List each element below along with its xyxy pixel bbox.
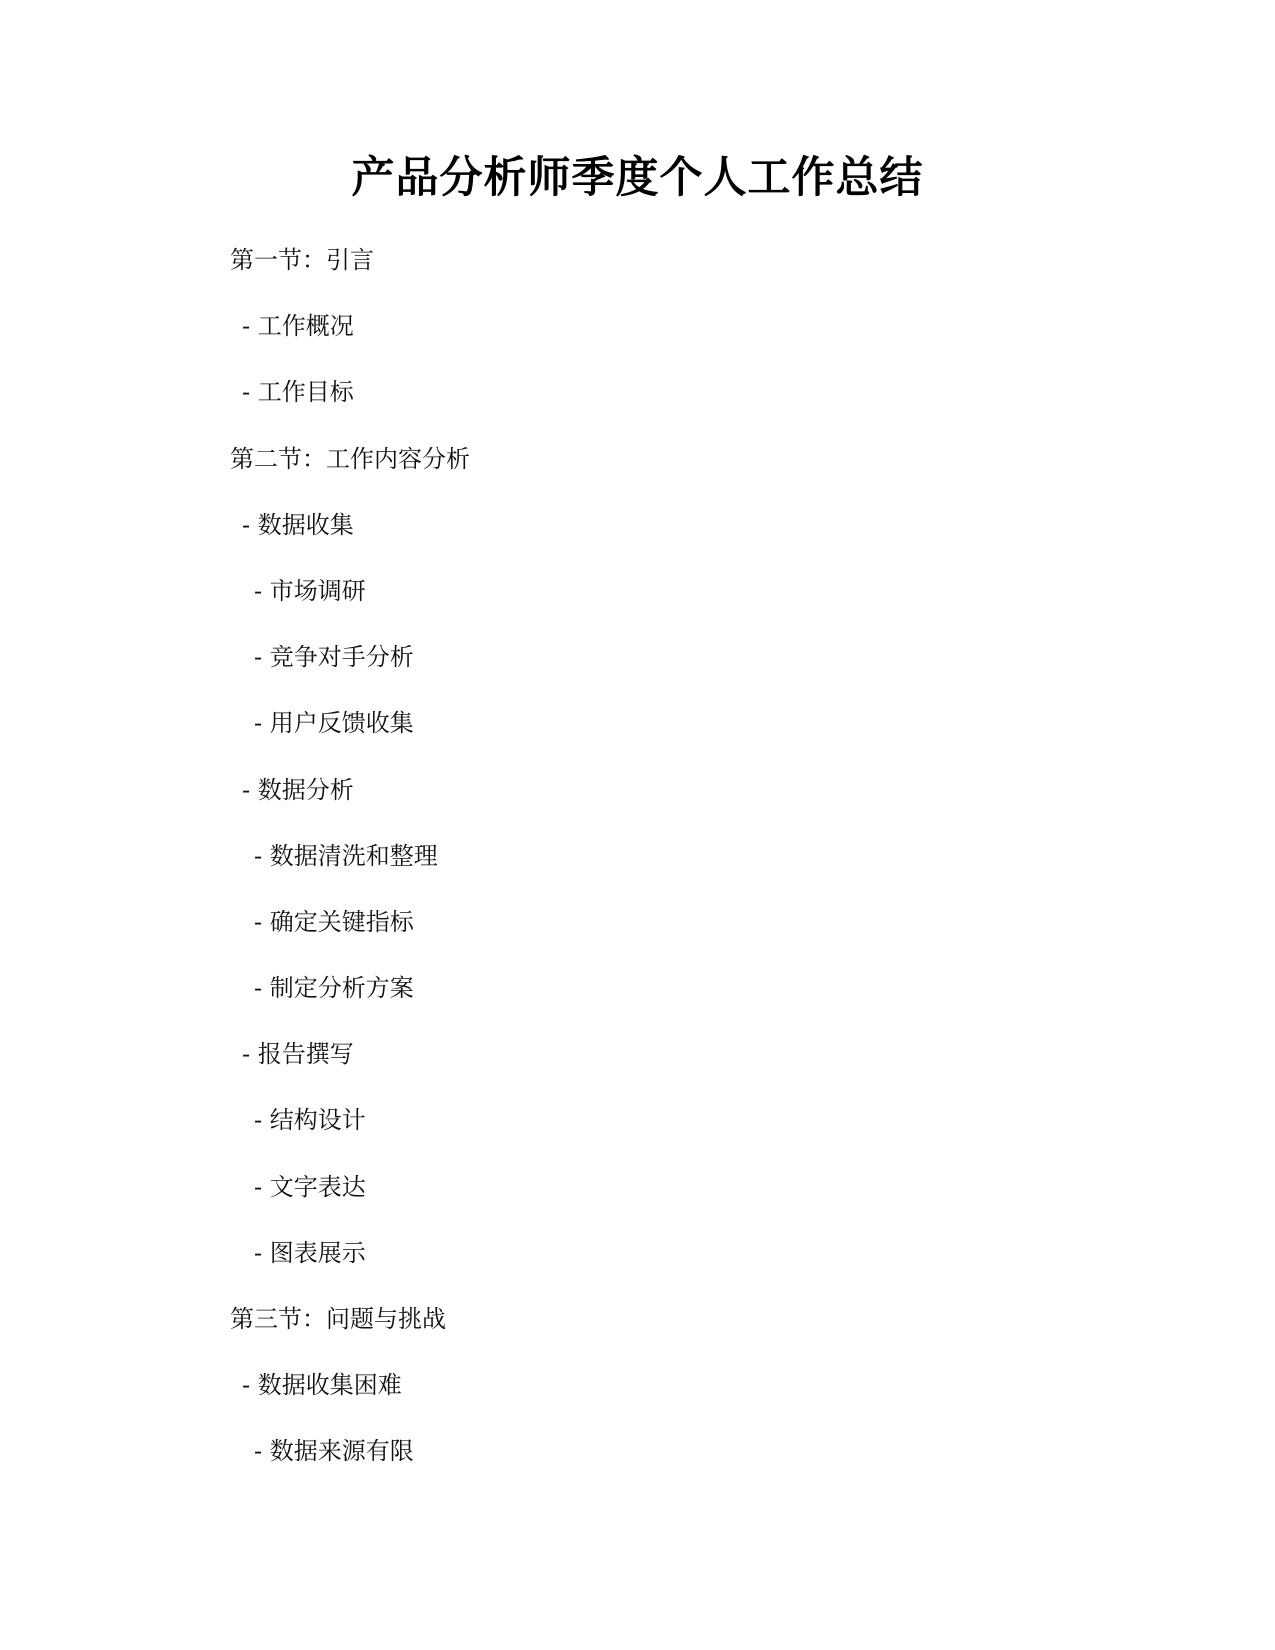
outline-subitem: - 确定关键指标 — [254, 907, 414, 936]
outline-subitem: - 图表展示 — [254, 1238, 366, 1267]
outline-subitem: - 文字表达 — [254, 1172, 366, 1201]
outline-subitem: - 用户反馈收集 — [254, 709, 414, 738]
outline-subitem: - 结构设计 — [254, 1106, 366, 1135]
outline-item: - 工作概况 — [242, 312, 354, 341]
outline-subitem: - 制定分析方案 — [254, 974, 414, 1003]
outline-subitem: - 数据清洗和整理 — [254, 841, 438, 870]
outline-item: - 报告撰写 — [242, 1040, 354, 1069]
page-title: 产品分析师季度个人工作总结 — [351, 153, 924, 203]
section-heading: 第三节：问题与挑战 — [230, 1305, 446, 1333]
outline-item: - 工作目标 — [242, 378, 354, 407]
outline-subitem: - 市场调研 — [254, 576, 366, 605]
section-heading: 第二节：工作内容分析 — [230, 444, 470, 473]
section-heading: 第一节：引言 — [230, 246, 374, 274]
outline-item: - 数据分析 — [242, 775, 354, 804]
outline-list — [230, 243, 470, 1501]
outline-subitem: - 数据来源有限 — [254, 1437, 414, 1466]
outline-item: - 数据收集 — [242, 510, 354, 539]
outline-item: - 数据收集困难 — [242, 1371, 402, 1400]
outline-subitem: - 竞争对手分析 — [254, 643, 414, 672]
